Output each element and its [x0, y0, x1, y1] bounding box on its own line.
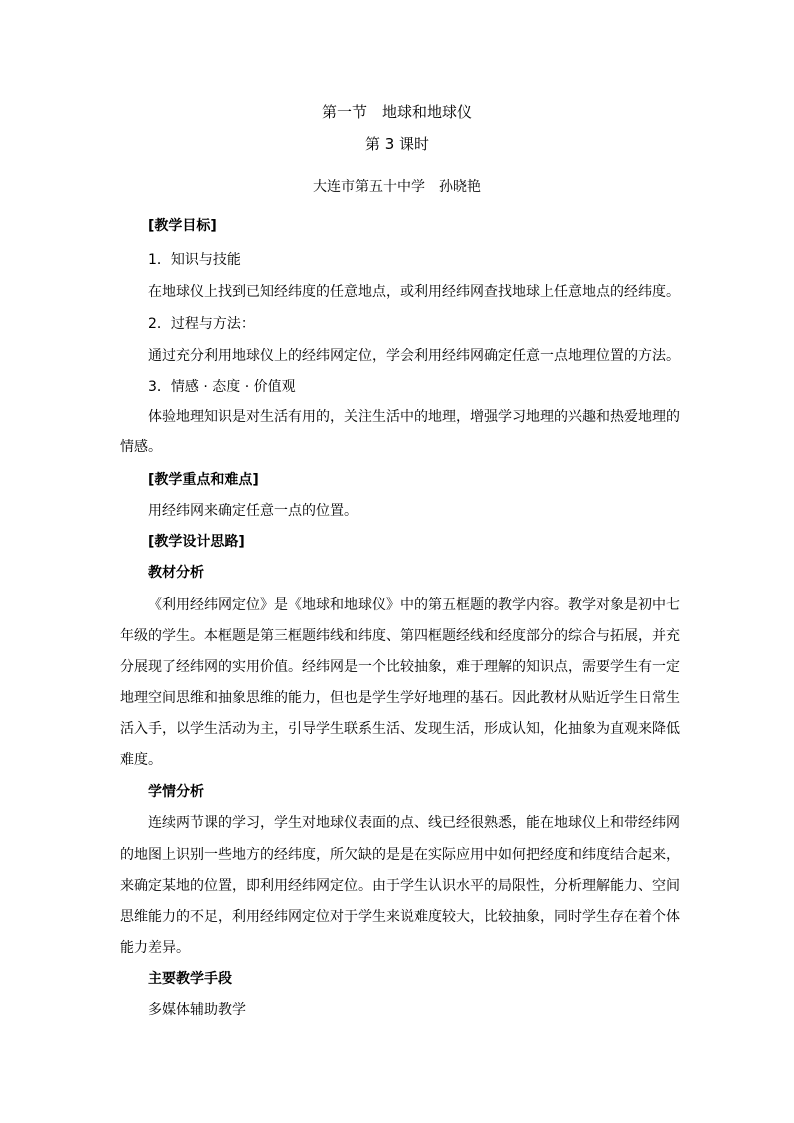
objective-2-text: 通过充分利用地球仪上的经纬网定位，学会利用经纬网确定任意一点地理位置的方法。 — [148, 348, 680, 364]
keypoints-text: 用经纬网来确定任意一点的位置。 — [148, 503, 358, 519]
teaching-means-heading: 主要教学手段 — [148, 971, 232, 987]
objectives-heading: [教学目标] — [148, 218, 217, 234]
author-line: 大连市第五十中学 孙晓艳 — [313, 179, 481, 195]
students-line: 来确定某地的位置，即利用经纬网定位。由于学生认识水平的局限性，分析理解能力、空间 — [120, 878, 680, 894]
lesson-subtitle: 第 3 课时 — [364, 135, 430, 153]
objective-2-label: 2．过程与方法： — [148, 316, 255, 332]
textbook-analysis-heading: 教材分析 — [148, 565, 204, 581]
objective-3-label: 3．情感 · 态度 · 价值观 — [148, 379, 296, 395]
textbook-line: 《利用经纬网定位》是《地球和地球仪》中的第五框题的教学内容。教学对象是初中七 — [148, 597, 680, 613]
objective-1-text: 在地球仪上找到已知经纬度的任意地点，或利用经纬网查找地球上任意地点的经纬度。 — [148, 284, 680, 300]
objective-1-label: 1．知识与技能 — [148, 252, 241, 268]
objective-3-text-line-2: 情感。 — [120, 439, 162, 455]
teaching-means-text: 多媒体辅助教学 — [148, 1002, 246, 1018]
textbook-line: 分展现了经纬网的实用价值。经纬网是一个比较抽象，难于理解的知识点，需要学生有一定 — [120, 659, 680, 675]
students-line: 思维能力的不足，利用经纬网定位对于学生来说难度较大，比较抽象，同时学生存在着个体 — [120, 909, 680, 925]
textbook-line: 年级的学生。本框题是第三框题纬线和纬度、第四框题经线和经度部分的综合与拓展，并充 — [120, 628, 680, 644]
textbook-line: 活入手，以学生活动为主，引导学生联系生活、发现生活，形成认知，化抽象为直观来降低 — [120, 721, 680, 737]
document-title: 第一节 地球和地球仪 — [321, 103, 472, 121]
student-analysis-heading: 学情分析 — [148, 784, 204, 800]
students-line: 连续两节课的学习，学生对地球仪表面的点、线已经很熟悉，能在地球仪上和带经纬网 — [148, 815, 680, 831]
students-line: 能力差异。 — [120, 940, 190, 956]
textbook-line: 地理空间思维和抽象思维的能力，但也是学生学好地理的基石。因此教材从贴近学生日常生 — [120, 690, 680, 706]
textbook-line: 难度。 — [120, 752, 162, 768]
keypoints-heading: [教学重点和难点] — [148, 472, 259, 488]
students-line: 的地图上识别一些地方的经纬度，所欠缺的是是在实际应用中如何把经度和纬度结合起来， — [120, 847, 680, 863]
design-heading: [教学设计思路] — [148, 534, 245, 550]
objective-3-text-line-1: 体验地理知识是对生活有用的，关注生活中的地理，增强学习地理的兴趣和热爱地理的 — [148, 409, 680, 425]
